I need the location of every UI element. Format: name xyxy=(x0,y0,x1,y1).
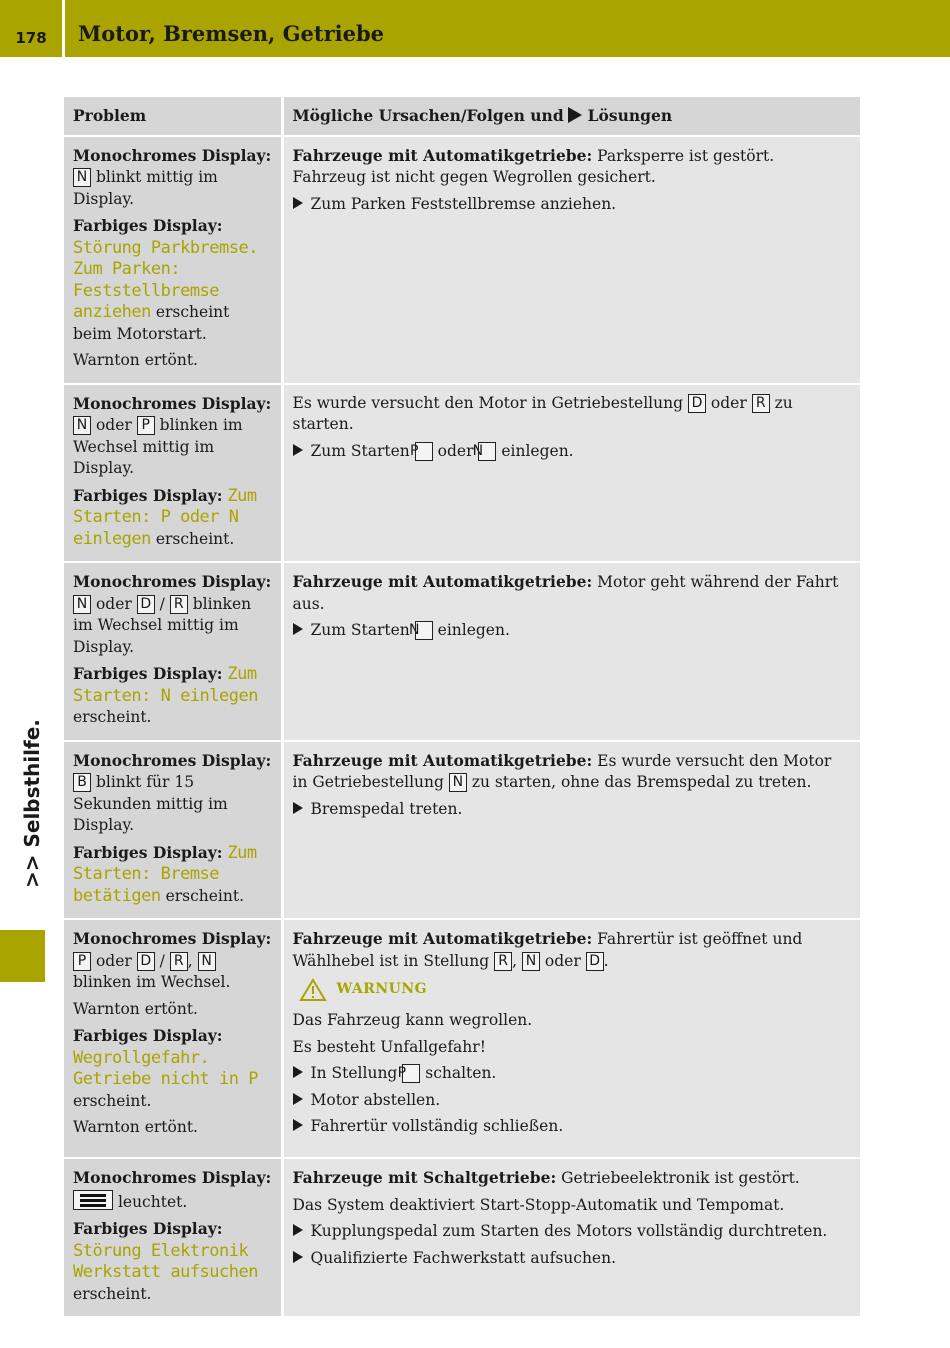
gear-n-key-icon: N xyxy=(449,773,467,792)
text: Zum Starten xyxy=(310,441,410,460)
section-tab-marker xyxy=(0,930,45,982)
text: Motor abstellen. xyxy=(310,1090,441,1109)
solution-step xyxy=(293,194,852,216)
page-title: Motor, Bremsen, Getriebe xyxy=(78,21,385,46)
solution-cell xyxy=(282,1158,860,1316)
gear-p-key-icon: P xyxy=(402,1064,420,1083)
text: Fahrzeuge mit Schaltgetriebe: xyxy=(292,1168,557,1187)
problem-cell: Monochromes Display: N oder D / R blinken im Wechsel mittig im Display. Farbiges Display: Zum Starten: N einlegen erscheint. xyxy=(64,562,282,741)
text: oder xyxy=(95,951,132,970)
text: Zum Starten xyxy=(310,621,410,639)
text: erscheint beim Motorstart. xyxy=(73,303,230,343)
display-message: Wegrollgefahr. Getriebe nicht in P xyxy=(73,1047,258,1089)
text: Das System deaktiviert Start-Stopp-Automatik und Tempomat. xyxy=(292,1195,785,1214)
text: blinkt mittig im Display. xyxy=(73,168,218,208)
gear-n-key-icon: N xyxy=(522,952,540,971)
step-arrow-icon xyxy=(293,802,303,814)
text: zu starten, ohne das Bremspedal zu treten. xyxy=(471,773,812,791)
text: Es wurde versucht den Motor in Getriebestellung xyxy=(292,393,684,412)
brake-b-key-icon: B xyxy=(73,773,91,792)
text: Qualifizierte Fachwerkstatt aufsuchen. xyxy=(310,1248,617,1267)
text: Bremspedal treten. xyxy=(310,799,463,818)
solution-cell xyxy=(282,562,860,741)
gear-d-key-icon: D xyxy=(688,394,706,413)
warning-triangle-icon xyxy=(299,978,327,1002)
solution-step xyxy=(293,799,852,821)
text: Monochromes Display: xyxy=(73,750,272,770)
problem-cell xyxy=(64,1158,282,1316)
gear-r-key-icon: R xyxy=(170,952,188,971)
text: In Stellung xyxy=(310,1064,398,1082)
text: blinken im Wechsel mittig im Display. xyxy=(73,416,243,477)
gear-d-key-icon: D xyxy=(586,952,604,971)
text: leuchtet. xyxy=(117,1192,188,1211)
text: Monochromes Display: xyxy=(73,929,272,948)
text: Fahrzeuge mit Automatikgetriebe: xyxy=(292,750,593,770)
text: Es wurde versucht den Motor in Getriebestellung xyxy=(292,751,832,791)
step-arrow-icon xyxy=(293,1224,303,1236)
text: Getriebeelektronik ist gestört. xyxy=(561,1169,800,1187)
problem-cell: Monochromes Display: P oder D / R , N blinken im Wechsel. Warnton ertönt. Farbiges Display: Wegrollgefahr. Getriebe nicht in P erscheint. Warnton ertönt. xyxy=(64,919,282,1158)
text: Warnton ertönt. xyxy=(73,999,198,1018)
gear-n-key-icon: N xyxy=(73,595,91,614)
gear-r-key-icon: R xyxy=(170,595,188,614)
page-number: 178 xyxy=(15,29,47,47)
table-row xyxy=(64,741,860,920)
text: Mögliche Ursachen/Folgen und xyxy=(292,106,564,125)
header-problem: Problem xyxy=(64,97,282,136)
text: zu starten. xyxy=(292,393,793,433)
gear-n-key-icon: N xyxy=(73,416,91,435)
gear-n-key-icon: N xyxy=(73,168,91,187)
gear-p-key-icon: P xyxy=(137,416,155,435)
text: blinken im Wechsel mittig im Display. xyxy=(73,594,252,656)
text: Warnton ertönt. xyxy=(73,1118,198,1136)
table-row xyxy=(64,136,860,384)
text: Fahrertür vollständig schließen. xyxy=(310,1117,564,1135)
warning-box xyxy=(299,978,852,1002)
text: erscheint. xyxy=(73,1091,152,1110)
text: erscheint. xyxy=(73,708,152,726)
text: Farbiges Display: xyxy=(73,842,223,862)
text: Es besteht Unfallgefahr! xyxy=(292,1037,486,1056)
header-solution xyxy=(282,97,860,136)
arrow-right-icon xyxy=(568,107,582,123)
gear-r-key-icon: R xyxy=(752,394,770,413)
table-row xyxy=(64,562,860,741)
solution-step xyxy=(293,1248,852,1270)
text: Parksperre ist gestört. Fahrzeug ist nicht gegen Wegrollen gesichert. xyxy=(292,146,775,186)
step-arrow-icon xyxy=(293,1251,303,1263)
table-header-row xyxy=(64,97,860,136)
text: blinken im Wechsel. xyxy=(73,973,231,991)
text: oder xyxy=(710,393,747,412)
text: Das Fahrzeug kann wegrollen. xyxy=(292,1011,533,1029)
header-divider xyxy=(62,0,65,57)
text: Farbiges Display: xyxy=(73,664,223,683)
solution-step xyxy=(293,441,852,463)
display-message: Zum Starten: N einlegen xyxy=(73,664,258,706)
text: oder xyxy=(437,441,474,460)
gear-d-key-icon: D xyxy=(137,595,155,614)
troubleshooting-table xyxy=(64,97,860,1316)
display-message: Zum Starten: Bremse betätigen xyxy=(73,842,257,906)
gear-r-key-icon: R xyxy=(494,952,512,971)
solution-step xyxy=(293,1221,852,1243)
text: Monochromes Display: xyxy=(73,393,272,413)
text: erscheint. xyxy=(155,529,235,548)
gear-p-key-icon: P xyxy=(415,442,433,461)
section-tab-label: >> Selbsthilfe. xyxy=(20,719,44,888)
text: Fahrzeuge mit Automatikgetriebe: xyxy=(292,145,593,165)
display-message: Zum Starten: P oder N einlegen xyxy=(73,485,257,549)
text: Kupplungspedal zum Starten des Motors vollständig durchtreten. xyxy=(310,1222,828,1240)
text: erscheint. xyxy=(73,1284,152,1303)
solution-step xyxy=(293,620,852,642)
step-arrow-icon xyxy=(293,1093,303,1105)
text: Fahrertür ist geöffnet und Wählhebel ist in Stellung xyxy=(292,930,803,970)
text: Monochromes Display: xyxy=(73,1168,272,1187)
solution-cell xyxy=(282,741,860,920)
step-arrow-icon xyxy=(293,1066,303,1078)
text: Farbiges Display: xyxy=(73,485,223,505)
text: einlegen. xyxy=(437,621,510,639)
text: Warnton ertönt. xyxy=(73,351,198,369)
text: Monochromes Display: xyxy=(73,572,272,591)
text: schalten. xyxy=(425,1064,497,1082)
text: Farbiges Display: xyxy=(73,1219,223,1238)
table-row xyxy=(64,1158,860,1316)
gear-n-key-icon: N xyxy=(478,442,496,461)
step-arrow-icon xyxy=(293,1119,303,1131)
solution-step xyxy=(293,1116,852,1138)
text: Fahrzeuge mit Automatikgetriebe: xyxy=(292,572,593,591)
text: oder xyxy=(544,951,581,970)
text: Farbiges Display: xyxy=(73,1026,223,1045)
warning-label: WARNUNG xyxy=(336,981,428,998)
gear-d-key-icon: D xyxy=(137,952,155,971)
gear-n-key-icon: N xyxy=(198,952,216,971)
solution-step xyxy=(293,1063,852,1085)
text: Farbiges Display: xyxy=(73,216,223,235)
display-message: Störung Parkbremse. Zum Parken: Feststellbremse anziehen xyxy=(73,237,258,322)
solution-cell: Fahrzeuge mit Automatikgetriebe: Fahrertür ist geöffnet und Wählhebel ist in Stellung R , N oder D . WARNUNG Das Fahrzeug kann wegrollen. Es besteht Unfallgefahr! In Stellung P schalten. Motor abstellen. Fahrertür vollständig schließen. xyxy=(282,919,860,1158)
text: erscheint. xyxy=(165,886,245,905)
text: Motor geht während der Fahrt aus. xyxy=(292,573,839,613)
problem-cell xyxy=(64,136,282,384)
gear-p-key-icon: P xyxy=(73,952,91,971)
text: blinkt für 15 Sekunden mittig im Display. xyxy=(73,773,228,834)
table-row xyxy=(64,384,860,563)
text: oder xyxy=(95,594,132,613)
problem-cell xyxy=(64,384,282,563)
step-arrow-icon xyxy=(293,623,303,635)
transmission-fault-icon xyxy=(73,1190,113,1210)
text: Monochromes Display: xyxy=(73,145,272,165)
text: oder xyxy=(95,416,132,434)
step-arrow-icon xyxy=(293,444,303,456)
gear-n-key-icon: N xyxy=(415,621,433,640)
text: Fahrzeuge mit Automatikgetriebe: xyxy=(292,929,593,948)
problem-cell xyxy=(64,741,282,920)
solution-cell xyxy=(282,384,860,563)
step-arrow-icon xyxy=(293,197,303,209)
table-row xyxy=(64,919,860,1158)
display-message: Störung Elektronik Werkstatt aufsuchen xyxy=(73,1240,258,1282)
solution-step xyxy=(293,1090,852,1112)
text: Zum Parken Feststellbremse anziehen. xyxy=(310,194,617,213)
solution-cell xyxy=(282,136,860,384)
text: einlegen. xyxy=(501,441,574,460)
page-header xyxy=(0,0,950,57)
text: Lösungen xyxy=(587,106,673,125)
